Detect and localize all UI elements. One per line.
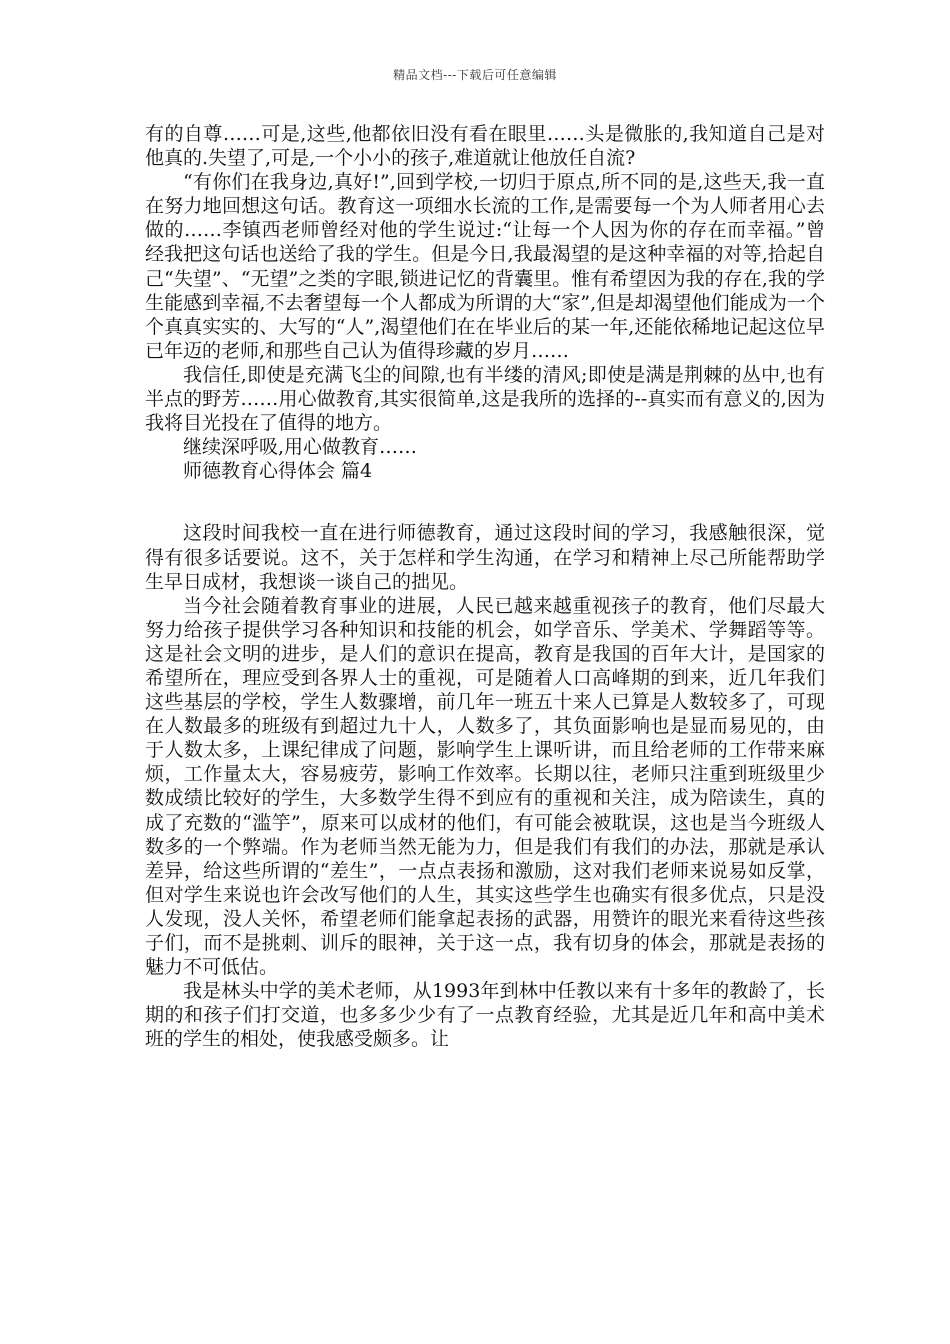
blank-line: [145, 483, 825, 521]
page-header: 精品文档---下载后可任意编辑: [393, 68, 557, 82]
paragraph-3: 我信任,即使是充满飞尘的间隙,也有半缕的清风;即使是满是荆棘的丛中,也有半点的野芳……用心做教育,其实很简单,这是我所的选择的--真实而有意义的,因为我将目光投在了值得的地方。: [145, 363, 825, 435]
paragraph-6: 当今社会随着教育事业的进展，人民已越来越重视孩子的教育，他们尽最大努力给孩子提供学习各种知识和技能的机会，如学音乐、学美术、学舞蹈等等。这是社会文明的进步，是人们的意识在提高，教育是我国的百年大计，是国家的希望所在，理应受到各界人士的重视，可是随着人口高峰期的到来，近几年我们这些基层的学校，学生人数骤增，前几年一班五十来人已算是人数较多了，可现在人数最多的班级有到超过九十人，人数多了，其负面影响也是显而易见的，由于人数太多，上课纪律成了问题，影响学生上课听讲，而且给老师的工作带来麻烦，工作量太大，容易疲劳，影响工作效率。长期以往，老师只注重到班级里少数成绩比较好的学生，大多数学生得不到应有的重视和关注，成为陪读生，真的成了充数的“滥竽”，原来可以成材的他们，有可能会被耽误，这也是当今班级人数多的一个弊端。作为老师当然无能为力，但是我们有我们的办法，那就是承认差异，给这些所谓的“差生”，一点点表扬和激励，这对我们老师来说易如反掌，但对学生来说也许会改写他们的人生，其实这些学生也确实有很多优点，只是没人发现，没人关怀，希望老师们能拿起表扬的武器，用赞许的眼光来看待这些孩子们，而不是挑刺、训斥的眼神，关于这一点，我有切身的体会，那就是表扬的魅力不可低估。: [145, 594, 825, 979]
document-body: [145, 122, 825, 1051]
paragraph-4: 继续深呼吸,用心做教育……: [183, 436, 418, 459]
paragraph-5: 这段时间我校一直在进行师德教育，通过这段时间的学习，我感触很深，觉得有很多话要说。这不，关于怎样和学生沟通，在学习和精神上尽己所能帮助学生早日成材，我想谈一谈自己的拙见。: [145, 522, 825, 593]
paragraph-2: “有你们在我身边,真好!”,回到学校,一切归于原点,所不同的是,这些天,我一直在努力地回想这句话。教育这一项细水长流的工作,是需要每一个为人师者用心去做的……李镇西老师曾经对他的学生说过:“让每一个人因为你的存在而幸福。”曾经我把这句话也送给了我的学生。但是今日,我最渴望的是这种幸福的对等,拾起自己“失望”、“无望”之类的字眼,锁进记忆的背囊里。惟有希望因为我的存在,我的学生能感到幸福,不去奢望每一个人都成为所谓的大“家”,但是却渴望他们能成为一个个真真实实的、大写的“人”,渴望他们在在毕业后的某一年,还能依稀地记起这位早已年迈的老师,和那些自己认为值得珍藏的岁月……: [145, 171, 825, 362]
section-heading: 师德教育心得体会 篇4: [183, 460, 373, 483]
paragraph-7: 我是林头中学的美术老师，从1993年到林中任教以来有十多年的教龄了，长期的和孩子们打交道，也多多少少有了一点教育经验，尤其是近几年和高中美术班的学生的相处，使我感受颇多。让: [145, 980, 825, 1051]
paragraph-1: 有的自尊……可是,这些,他都依旧没有看在眼里……头是微胀的,我知道自己是对他真的.失望了,可是,一个小小的孩子,难道就让他放任自流?: [145, 123, 825, 170]
